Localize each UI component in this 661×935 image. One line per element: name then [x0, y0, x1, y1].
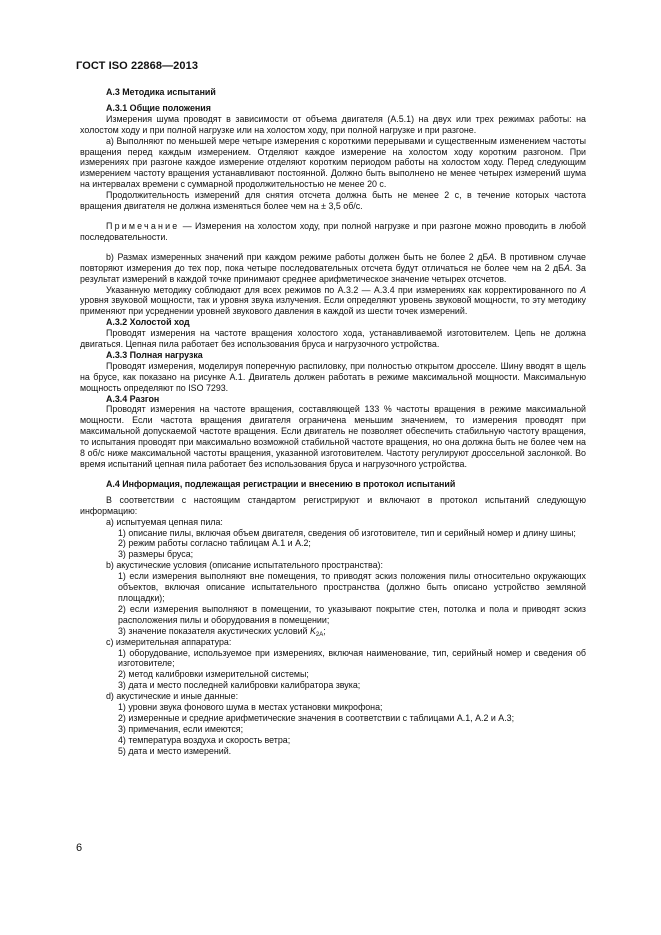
list-item: 1) если измерения выполняют вне помещения, то приводят эскиз положения пилы относительно окружающих объектов, включая описание испытательного пространства (должно быть описано устройство земляной площадки); [118, 571, 586, 603]
page-content [80, 87, 586, 757]
paragraph: Проводят измерения, моделируя поперечную распиловку, при полностью открытом дросселе. Шину вводят в щель на брусе, как показано на рисунке А.1. Двигатель должен работать в режиме максимальной мощности. Максимальную мощность определяют по ISO 7293. [80, 360, 586, 393]
note-text: — Измерения на холостом ходу, при полной нагрузке и при разгоне можно проводить в любой последовательности. [80, 220, 586, 242]
list-item: 2) метод калибровки измерительной системы; [118, 669, 309, 680]
paragraph: Измерения шума проводят в зависимости от объема двигателя (А.5.1) на двух или трех режимах работы: на холостом ходу и при полной нагрузке или на холостом ходу, при полной нагрузке и при разгоне. [80, 113, 586, 135]
list-item: 2) измеренные и средние арифметические значения в соответствии с таблицами А.1, А.2 и А.3; [118, 712, 515, 723]
list-item: 3) значение показателя акустических условий $K_{2A}$; [118, 625, 326, 638]
section-a31-title: А.3.1 Общие положения [106, 102, 211, 113]
paragraph: а) Выполняют по меньшей мере четыре измерения с короткими перерывами и существенным изменением частоты вращения перед каждым измерением. Отделяют каждое измерение на холостом ходу коротким разгоном. При измерениях при разгоне каждое измерение отделяют коротким периодом работы на холостом ходу. Перед следующим измерением частоту вращения устанавливают постоянной. Должно быть выполнено не менее четырех измерений шума на интервалах времени с суммарной продолжительностью не менее 20 с. [80, 135, 586, 190]
page-number: 6 [76, 842, 83, 854]
note [80, 221, 586, 243]
list-item: 5) дата и место измерений. [118, 745, 232, 756]
list-item: 1) уровни звука фонового шума в местах установки микрофона; [118, 702, 383, 713]
document-header: ГОСТ ISO 22868—2013 [76, 60, 199, 72]
list-item: 3) примечания, если имеются; [118, 723, 244, 734]
list-item: 2) если измерения выполняют в помещении, то указывают покрытие стен, потолка и пола и приводят эскиз расположения пилы и оборудования в помещении; [118, 603, 586, 625]
paragraph: В соответствии с настоящим стандартом регистрируют и включают в протокол испытаний следующую информацию: [80, 494, 586, 516]
list-item: d) акустические и иные данные: [106, 691, 239, 702]
paragraph: Продолжительность измерений для снятия отсчета должна быть не менее 2 с, в течение которых частота вращения двигателя не должна изменяться более чем на ± 3,5 об/с. [80, 190, 586, 212]
section-a4-title: А.4 Информация, подлежащая регистрации и внесению в протокол испытаний [106, 478, 456, 489]
list-item: 2) режим работы согласно таблицам А.1 и А.2; [118, 538, 311, 549]
paragraph: b) Размах измеренных значений при каждом режиме работы должен быть не более 2 дБА. В противном случае повторяют измерения до тех пор, пока четыре последовательных отсчета будут отличаться не более чем на 2 дБА. За результат измерений в каждой точке принимают среднее арифметическое значение четырех отсчетов. [80, 251, 586, 284]
list-item: 1) оборудование, используемое при измерениях, включая наименование, тип, серийный номер и сведения об изготовителе; [118, 647, 586, 669]
section-a32-title: А.3.2 Холостой ход [106, 317, 190, 328]
paragraph: Проводят измерения на частоте вращения холостого хода, устанавливаемой изготовителем. Цепь не должна двигаться. Цепная пила работает без использования бруса и нагрузочного устройства. [80, 328, 586, 350]
note-label: Примечание [106, 220, 180, 231]
paragraph: Указанную методику соблюдают для всех режимов по А.3.2 — А.3.4 при измерениях как корректированного по А уровня звуковой мощности, так и уровня звука излучения. Если определяют уровень звуковой мощности, то эту методику применяют при усреднении уровней звукового давления в каждой из шести точек измерений. [80, 284, 586, 317]
list-item: b) акустические условия (описание испытательного пространства): [106, 560, 383, 571]
list-item: 1) описание пилы, включая объем двигателя, сведения об изготовителе, тип и серийный номер и длину шины; [118, 527, 576, 538]
list-item: с) измерительная аппаратура: [106, 636, 232, 647]
section-a33-title: А.3.3 Полная нагрузка [106, 349, 203, 360]
section-a34-title: А.3.4 Разгон [106, 393, 160, 404]
paragraph: Проводят измерения на частоте вращения, составляющей 133 % частоты вращения в режиме максимальной мощности. Если частота вращения двигателя ограничена меньшим значением, то измерения проводят при максимальной допускаемой частоте вращения. Если двигатель не позволяет обеспечить стабильную частоту вращения, то испытания проводят при максимально возможной стабильной частоте вращения, но она должна быть не более чем на 8 об/с ниже максимальной частоты вращения, указанной изготовителем. Частоту регулируют дроссельной заслонкой. Во время испытаний цепная пила работает без использования бруса и нагрузочного устройства. [80, 404, 586, 469]
list-item: 3) размеры бруса; [118, 549, 194, 560]
list-item: а) испытуемая цепная пила: [106, 516, 223, 527]
list-item: 3) дата и место последней калибровки калибратора звука; [118, 680, 361, 691]
section-a3-title: А.3 Методика испытаний [106, 87, 216, 97]
list-item: 4) температура воздуха и скорость ветра; [118, 734, 291, 745]
